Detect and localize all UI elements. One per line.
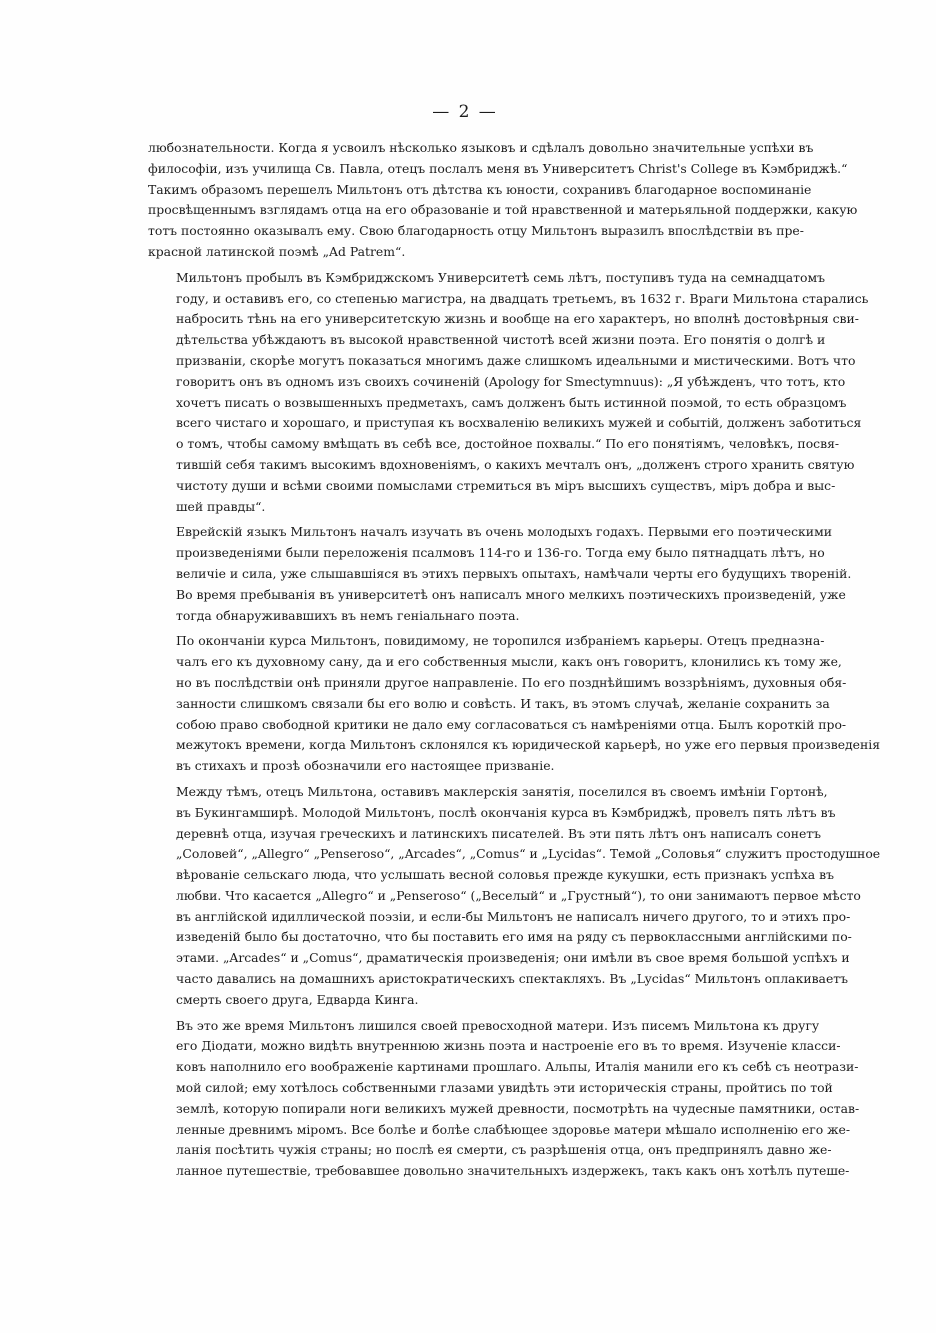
text-line: занности слишкомъ связали бы его волю и совѣсть. И такъ, въ этомъ случаѣ, желаніе сохранить за	[176, 695, 830, 711]
text-line: любознательности. Когда я усвоилъ нѣсколько языковъ и сдѣлалъ довольно значительные успѣхи въ	[148, 140, 814, 155]
text-line: о томъ, чтобы самому вмѣщать въ себѣ все, достойное похвалы.“ По его понятіямъ, человѣкъ, посвя-	[176, 436, 840, 452]
text-line: величіе и сила, уже слышавшіяся въ этихъ первыхъ опытахъ, намѣчали черты его будущихъ твореній.	[176, 565, 852, 581]
paragraph-3	[148, 522, 852, 626]
text-line: всего чистаго и хорошаго, и приступая къ восхваленію великихъ мужей и событій, долженъ заботиться	[176, 415, 862, 431]
text-line: ленные древнимъ міромъ. Все болѣе и болѣе слабѣющее здоровье матери мѣшало исполненію его же-	[176, 1121, 851, 1137]
text-line: ланія посѣтить чужія страны; но послѣ ея смерти, съ разрѣшенія отца, онъ предпринялъ давно же-	[176, 1142, 832, 1158]
body-text	[148, 138, 881, 1187]
text-line: въ Букингамширѣ. Молодой Мильтонъ, послѣ окончанія курса въ Кэмбриджѣ, провелъ пять лѣтъ въ	[176, 804, 836, 820]
text-line: изведеній было бы достаточно, что бы поставить его имя на ряду съ первоклассными англійскими по-	[176, 929, 852, 945]
text-line: чистоту души и всѣми своими помыслами стремиться въ міръ высшихъ существъ, міръ добра и выс-	[176, 477, 836, 493]
text-line: ланное путешествіе, требовавшее довольно значительныхъ издержекъ, такъ какъ онъ хотѣлъ путеше-	[176, 1163, 850, 1179]
text-line: Еврейскій языкъ Мильтонъ началъ изучать въ очень молодыхъ годахъ. Первыми его поэтическими	[176, 524, 832, 540]
text-line: тившій себя такимъ высокимъ вдохновеніямъ, о какихъ мечталъ онъ, „долженъ строго хранить святую	[176, 456, 855, 472]
paragraph-2	[148, 268, 869, 518]
text-line: часто давались на домашнихъ аристократическихъ спектакляхъ. Въ „Lycidas“ Мильтонъ оплакиваетъ	[176, 971, 849, 987]
text-line: тогда обнаруживавшихъ въ немъ геніальнаго поэта.	[176, 607, 520, 623]
text-line: дѣтельства убѣждаютъ въ высокой нравственной чистотѣ всей жизни поэта. Его понятія о долгѣ и	[176, 332, 826, 348]
text-line: Между тѣмъ, отецъ Мильтона, оставивъ маклерскія занятія, поселился въ своемъ имѣніи Гортонѣ,	[176, 783, 828, 799]
page-number: — 2 —	[432, 102, 498, 122]
text-line: говоритъ онъ въ одномъ изъ своихъ сочиненій (Apology for Smectymnuus): „Я убѣжденъ, что тотъ, кто	[176, 373, 846, 389]
text-line: набросить тѣнь на его университетскую жизнь и вообще на его характеръ, но вполнѣ достовѣрныя сви-	[176, 311, 859, 327]
text-line: Такимъ образомъ перешелъ Мильтонъ отъ дѣтства къ юности, сохранивъ благодарное воспоминаніе	[148, 181, 812, 197]
text-line: красной латинской поэмѣ „Ad Patrem“.	[148, 243, 406, 259]
text-line: межутокъ времени, когда Мильтонъ склонялся къ юридической карьерѣ, но уже его первыя произведенія	[176, 737, 881, 753]
text-line: По окончаніи курса Мильтонъ, повидимому, не торопился избраніемъ карьеры. Отецъ предназна-	[176, 633, 825, 649]
text-line: Мильтонъ пробылъ въ Кэмбриджскомъ Университетѣ семь лѣтъ, поступивъ туда на семнадцатомъ	[176, 269, 825, 285]
text-line: Въ это же время Мильтонъ лишился своей превосходной матери. Изъ писемъ Мильтона къ другу	[176, 1017, 820, 1033]
text-line: его Діодати, можно видѣть внутреннюю жизнь поэта и настроеніе его въ то время. Изученіе класси-	[176, 1038, 841, 1054]
text-line: тотъ постоянно оказывалъ ему. Свою благодарность отцу Мильтонъ выразилъ впослѣдствіи въ пре-	[148, 223, 804, 239]
text-line: шей правды“.	[176, 498, 266, 514]
text-line: этами. „Arcades“ и „Comus“, драматическія произведенія; они имѣли въ свое время большой успѣхъ и	[176, 950, 850, 966]
text-line: ковъ наполнило его воображеніе картинами прошлаго. Альпы, Италія манили его къ себѣ съ неотрази-	[176, 1059, 859, 1075]
text-line: мой силой; ему хотѣлось собственными глазами увидѣть эти историческія страны, пройтись по той	[176, 1080, 833, 1096]
text-line: призваніи, скорѣе могутъ показаться многимъ даже слишкомъ идеальными и мистическими. Вотъ что	[176, 352, 856, 368]
text-line: собою право свободной критики не дало ему согласоваться съ намѣреніями отца. Былъ короткій про-	[176, 716, 847, 732]
text-line: просвѣщеннымъ взглядамъ отца на его образованіе и той нравственной и матерьяльной поддержки, какую	[148, 202, 858, 218]
text-line: хочетъ писать о возвышенныхъ предметахъ, самъ долженъ быть истинной поэмой, то есть образцомъ	[176, 394, 847, 410]
text-line: „Соловей“, „Allegro“ „Penseroso“, „Arcades“, „Comus“ и „Lycidas“. Темой „Соловья“ служитъ простодушное	[176, 846, 881, 862]
text-line: произведеніями были переложенія псалмовъ 114-го и 136-го. Тогда ему было пятнадцать лѣтъ, но	[176, 545, 825, 561]
text-line: въ англійской идиллической поэзіи, и если-бы Мильтонъ не написалъ ничего другого, то и этихъ про-	[176, 908, 851, 924]
text-line: чалъ его къ духовному сану, да и его собственныя мысли, какъ онъ говоритъ, клонились къ тому же,	[176, 654, 842, 670]
paragraph-1	[148, 138, 858, 263]
text-line: любви. Что касается „Allegro“ и „Penseroso“ („Веселый“ и „Грустный“), то они занимаютъ первое мѣсто	[176, 887, 861, 903]
text-line: землѣ, которую попирали ноги великихъ мужей древности, посмотрѣть на чудесные памятники, остав-	[176, 1100, 860, 1116]
text-line: но въ послѣдствіи онѣ приняли другое направленіе. По его позднѣйшимъ воззрѣніямъ, духовныя обя-	[176, 674, 847, 690]
paragraph-5	[148, 782, 881, 1011]
paragraph-6	[148, 1016, 860, 1182]
text-line: деревнѣ отца, изучая греческихъ и латинскихъ писателей. Въ эти пять лѣтъ онъ написалъ сонетъ	[176, 825, 822, 841]
text-line: вѣрованіе сельскаго люда, что услышать весной соловья прежде кукушки, есть признакъ успѣха въ	[176, 867, 834, 883]
paragraph-4	[148, 631, 881, 777]
text-line: философіи, изъ училища Св. Павла, отецъ послалъ меня въ Университетъ Christ's College въ Кэмбриджѣ.“	[148, 160, 848, 176]
text-line: Во время пребыванія въ университетѣ онъ написалъ много мелкихъ поэтическихъ произведеній, уже	[176, 586, 846, 602]
text-line: году, и оставивъ его, со степенью магистра, на двадцать третьемъ, въ 1632 г. Враги Мильтона старались	[176, 290, 869, 306]
text-line: въ стихахъ и прозѣ обозначили его настоящее призваніе.	[176, 758, 555, 774]
text-line: смерть своего друга, Едварда Кинга.	[176, 991, 419, 1007]
